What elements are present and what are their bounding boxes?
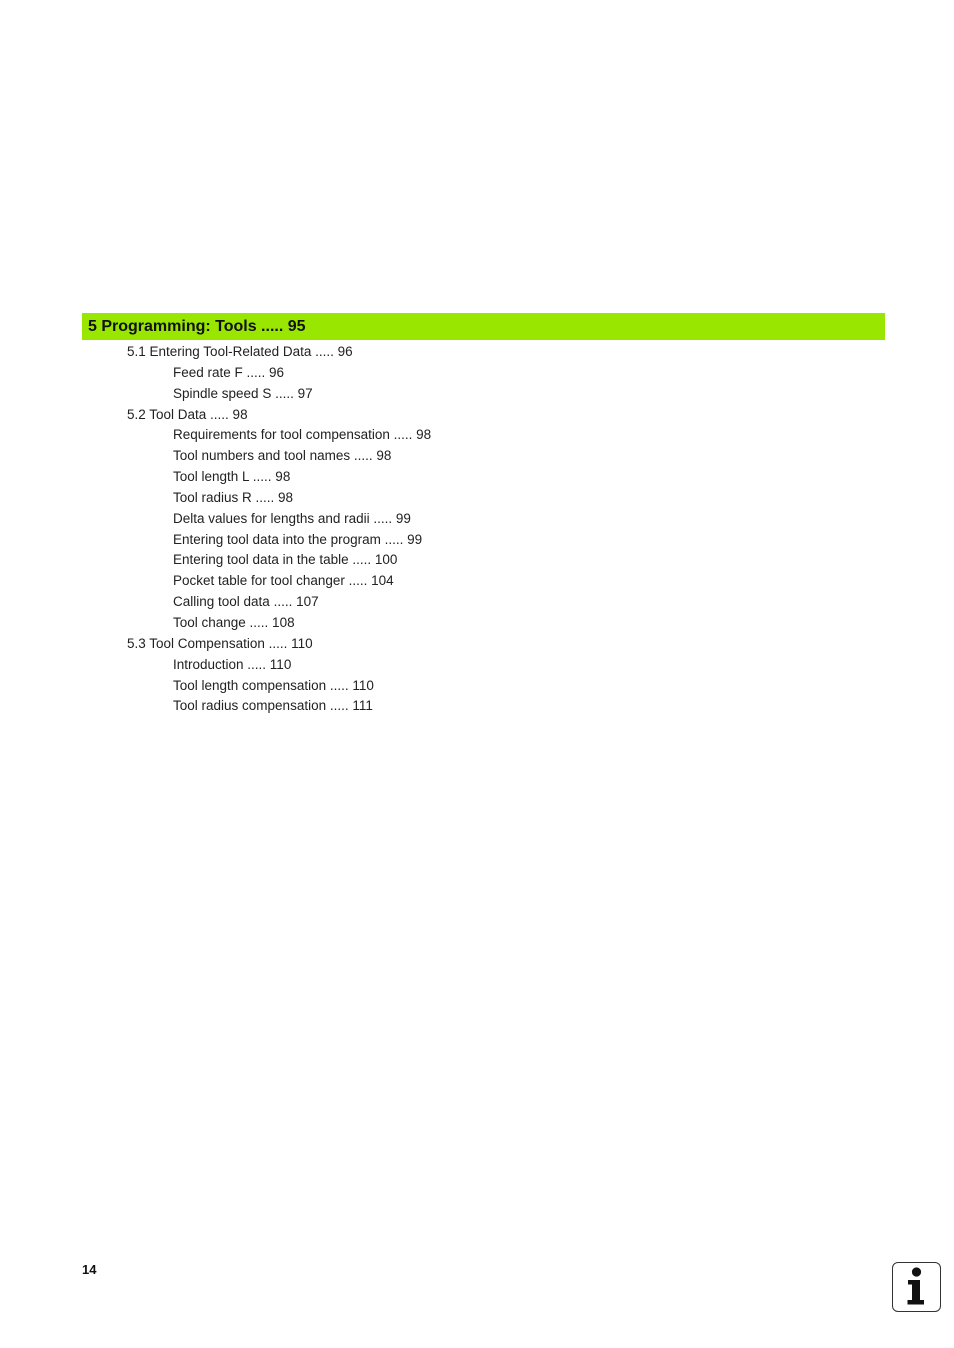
toc-entry: Introduction ..... 110 (173, 656, 292, 672)
toc-entry: Entering tool data in the table ..... 100 (173, 552, 398, 568)
toc-entry: Requirements for tool compensation ..... 98 (173, 427, 432, 443)
toc-entry: Tool radius R ..... 98 (173, 489, 294, 505)
toc-entry: Pocket table for tool changer ..... 104 (173, 573, 394, 589)
toc-entry: Feed rate F ..... 96 (173, 364, 285, 380)
toc-section: 5.2 Tool Data ..... 98 (127, 406, 248, 422)
toc-entry: Spindle speed S ..... 97 (173, 385, 313, 401)
toc-entry: Tool numbers and tool names ..... 98 (173, 448, 392, 464)
toc-entry: Tool change ..... 108 (173, 614, 295, 630)
toc-section: 5.1 Entering Tool-Related Data ..... 96 (127, 344, 353, 359)
toc-entry: Entering tool data into the program ..... 99 (173, 531, 423, 547)
chapter-header (82, 313, 885, 340)
toc-entry: Tool radius compensation ..... 111 (173, 698, 373, 714)
info-icon (892, 1262, 941, 1312)
toc-entry: Tool length L ..... 98 (173, 469, 291, 485)
chapter-title: 5 Programming: Tools ..... 95 (88, 317, 306, 335)
toc-section: 5.3 Tool Compensation ..... 110 (127, 635, 313, 651)
toc-entry: Delta values for lengths and radii ..... 99 (173, 510, 411, 526)
toc-entry: Tool length compensation ..... 110 (173, 677, 374, 693)
info-icon-glyph (893, 1263, 939, 1310)
table-of-contents (0, 342, 954, 717)
toc-entry: Calling tool data ..... 107 (173, 594, 319, 610)
page-number: 14 (82, 1262, 97, 1277)
